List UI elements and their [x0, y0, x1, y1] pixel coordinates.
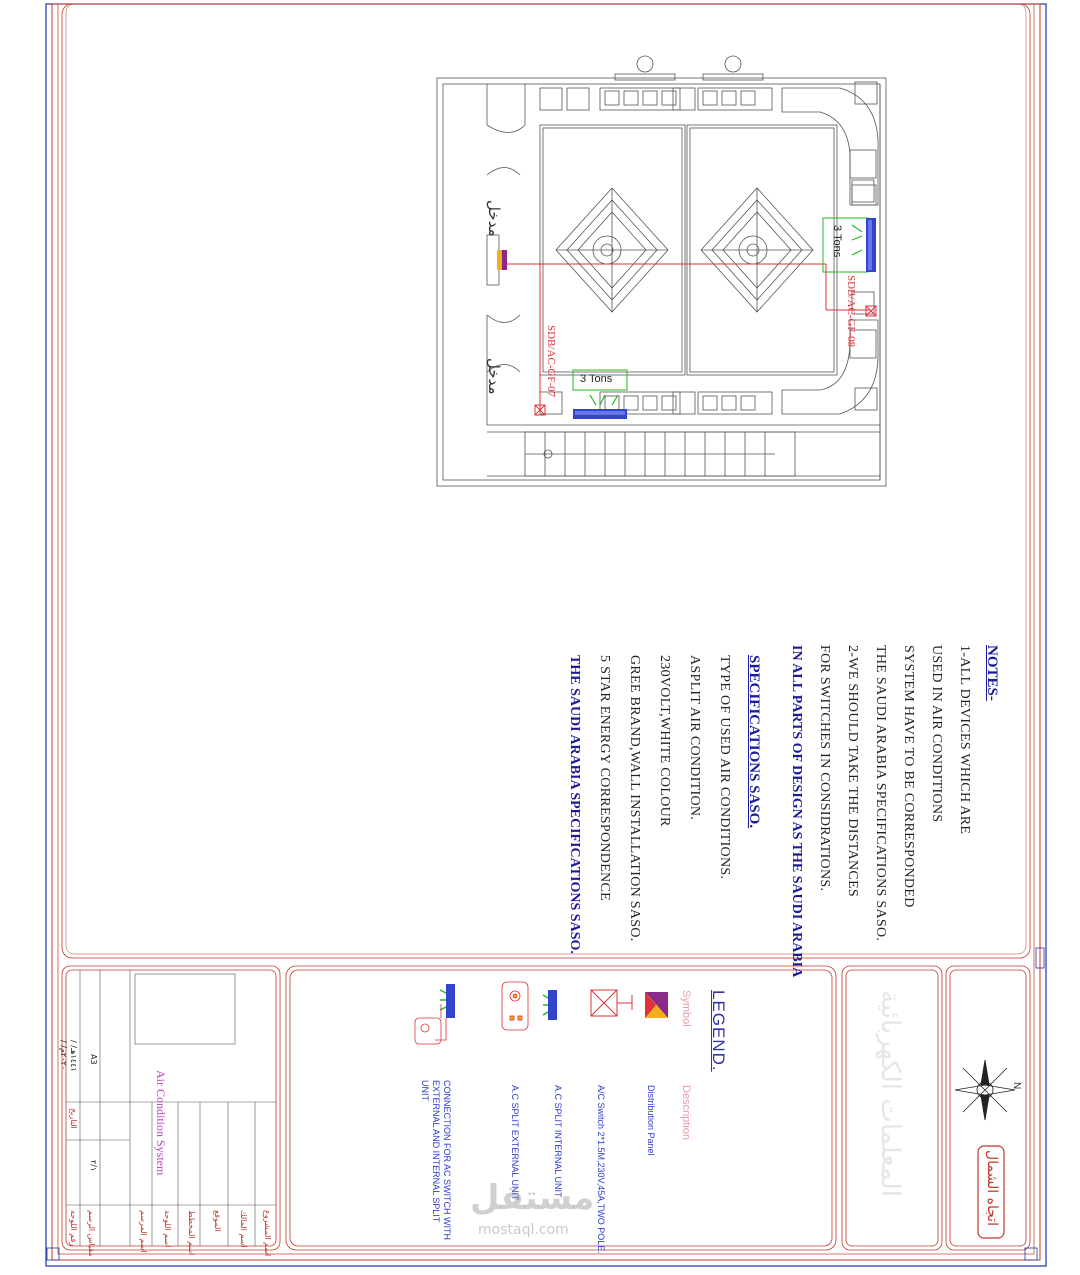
legend-symbol-header: Symbol: [680, 990, 692, 1027]
distribution-panel-plan: [497, 250, 507, 270]
seating-bottom: [600, 320, 878, 414]
legend-desc-connection: CONNECTION FOR AC SWITCH WITH EXTERNAL AND INTERNAL SPLIT UNIT: [420, 1080, 452, 1240]
ac-internal-unit-icon: [543, 990, 557, 1020]
plants: [540, 82, 877, 414]
ac-connection-icon: [415, 984, 455, 1044]
ac-capacity-left: 3 Tons: [580, 373, 613, 385]
ceiling-ornament-left: [556, 188, 668, 312]
legend-description-header: Description: [680, 1085, 692, 1141]
label-scale: مقياس الرسم: [87, 1210, 96, 1257]
ceiling-ornament-right: [701, 188, 813, 312]
sheet-number: ٢/١: [89, 1160, 98, 1172]
company-name-watermark: المعلمات الكهربائية: [875, 990, 905, 1198]
entrance-label-bottom: مدخل: [485, 358, 503, 395]
note-line-5: 2-WE SHOULD TAKE THE DISTANCES: [845, 645, 860, 898]
logo-text: اتجاه الشمال: [984, 1150, 1000, 1227]
legend-icons: [415, 982, 668, 1044]
panel-label-left: SDB/AC-GF-07: [545, 325, 557, 398]
drawing-title: Air Condition System: [154, 1070, 168, 1176]
spec-line-2: ASPLIT AIR CONDITION.: [687, 655, 702, 821]
note-line-1: 1-ALL DEVICES WHICH ARE: [957, 645, 972, 835]
note-line-6: FOR SWITCHES IN CONSIDRATIONS.: [817, 645, 832, 892]
legend-desc-distribution-panel: Distribution Panel: [646, 1085, 656, 1156]
date-hijri: / /١٤٤١هـ: [69, 1040, 78, 1072]
title-block-grid: [66, 970, 276, 1246]
notes-block: [782, 645, 1000, 977]
legend-desc-external-unit: A.C SPLIT EXTERNAL UNIT: [510, 1085, 520, 1201]
stairs: [525, 432, 795, 476]
entrance-label-top: مدخل: [485, 200, 503, 237]
spec-title: SPECIFICATIONS SASO.: [746, 655, 762, 829]
spec-bold-line: THE SAUDI ARABIA SPECIFICATIONS SASO.: [567, 655, 582, 954]
label-planner-name: اسم المخطط: [187, 1210, 196, 1256]
label-draftsman-name: اسم المرسم: [139, 1210, 148, 1253]
date-gregorian: / /٢٠٢٠م: [59, 1040, 68, 1071]
note-line-4: THE SAUDI ARABIA SPECIFICATIONS SASO.: [873, 645, 888, 942]
label-location: الموقع: [213, 1210, 222, 1232]
watermark-logo: مستقل: [470, 1178, 595, 1218]
watermark-url: mostaql.com: [478, 1222, 569, 1238]
spec-line-4: GREE BRAND,WALL INSTALLATION SASO.: [627, 655, 642, 942]
notes-title: NOTES-: [984, 645, 1000, 701]
note-line-3: SYSTEM HAVE TO BE CORRESPONDED: [901, 645, 916, 908]
paper-size: A3: [89, 1054, 98, 1065]
label-owner-name: اسم المالك: [239, 1210, 248, 1248]
legend-title: LEGEND.: [709, 990, 728, 1072]
north-label: N: [1011, 1082, 1022, 1090]
note-line-2: USED IN AIR CONDITIONS: [929, 645, 944, 823]
ac-switch-icon: [591, 990, 632, 1016]
spec-line-3: 230VOLT,WHITE COLOUR: [657, 655, 672, 827]
label-sheet-number: رقم اللوحة: [69, 1210, 78, 1247]
floor-plan: [437, 56, 886, 486]
ac-external-unit-icon: [502, 982, 528, 1030]
legend-desc-internal-unit: A.C SPLIT INTERNAL UNIT: [553, 1085, 563, 1198]
label-project-name: اسم المشروع: [263, 1210, 272, 1257]
seating-top: [600, 88, 878, 205]
label-sheet-name: اسم اللوحة: [163, 1210, 172, 1248]
note-bold-line: IN ALL PARTS OF DESIGN AS THE SAUDI ARABIA: [789, 645, 804, 978]
ac-capacity-right: 3 Tons: [831, 225, 843, 258]
label-date: التاريخ: [69, 1108, 78, 1129]
panel-label-right: SDB/AC-GF-08: [845, 275, 857, 348]
ac-indicator-green: [590, 225, 862, 405]
legend-desc-ac-switch: A/C Switch 2*1.5M,230V,45A,TWO POLE.: [596, 1085, 606, 1254]
distribution-panel-icon: [645, 992, 668, 1018]
specifications-block: [556, 655, 762, 954]
spec-line-5: 5 STAR ENERGY CORRESPONDENCE: [597, 655, 612, 901]
spec-line-1: TYPE OF USED AIR CONDITIONS.: [717, 655, 732, 880]
north-arrow-icon: [955, 1060, 1015, 1120]
